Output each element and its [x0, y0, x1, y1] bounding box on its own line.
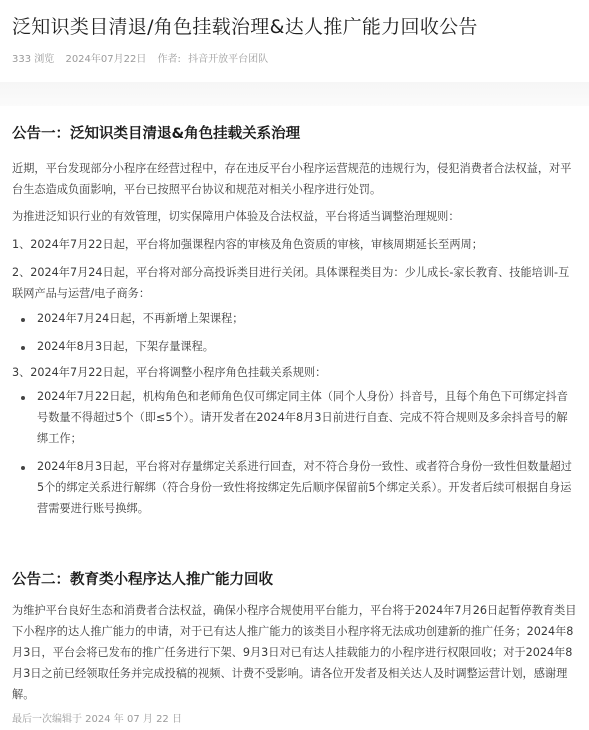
- article-meta: [12, 50, 276, 65]
- bullet-dot: [21, 318, 25, 322]
- section2-heading: 公告二：教育类小程序达人推广能力回收: [12, 572, 273, 588]
- item3-bullet-2: 2024年8月3日起，平台将对存量绑定关系进行回查，对不符合身份一致性、或者符合身份一致性但数量超过5个的绑定关系进行解绑（符合身份一致性将按绑定先后顺序保留前5个绑定关系）。开发者后续可根据自身运营需要进行账号换绑。: [37, 460, 572, 515]
- view-count: 333 浏览: [12, 54, 55, 65]
- section1-heading: 公告一：泛知识类目清退&角色挂载关系治理: [12, 126, 301, 142]
- article-title: 泛知识类目清退/角色挂载治理&达人推广能力回收公告: [12, 16, 478, 38]
- author-name: 抖音开放平台团队: [188, 54, 269, 65]
- item2-bullet-2: 2024年8月3日起，下架存量课程。: [37, 340, 214, 353]
- item2-bullet-1: 2024年7月24日起，不再新增上架课程；: [37, 312, 244, 325]
- section1-purpose: 为推进泛知识行业的有效管理，切实保障用户体验及合法权益，平台将适当调整治理规则：: [12, 210, 460, 223]
- author-label: 作者:: [157, 54, 181, 65]
- last-edited: 最后一次编辑于 2024 年 07 月 22 日: [12, 714, 182, 725]
- section1-intro: 近期，平台发现部分小程序在经营过程中，存在违反平台小程序运营规范的违规行为，侵犯消费者合法权益，对平台生态造成负面影响，平台已按照平台协议和规范对相关小程序进行处罚。: [12, 162, 572, 196]
- section1-item3: 3、2024年7月22日起，平台将调整小程序角色挂载关系规则：: [12, 366, 327, 379]
- bullet-dot: [21, 346, 25, 350]
- section2-body: 为维护平台良好生态和消费者合法权益，确保小程序合规使用平台能力，平台将于2024年7月26日起暂停教育类目下小程序的达人推广能力的申请，对于已有达人推广能力的该类目小程序将无法成功创建新的推广任务；2024年8月3日，平台会将已发布的推广任务进行下架、9月3日对已有达人挂载能力的小程序进行权限回收；对于2024年8月3日之前已经领取任务并完成投稿的视频、计费不受影响。请各位开发者及相关达人及时调整运营计划，感谢理解。: [12, 604, 577, 701]
- item3-bullet-1: 2024年7月22日起，机构角色和老师角色仅可绑定同主体（同个人身份）抖音号，且每个角色下可绑定抖音号数量不得超过5个（即≤5个）。请开发者在2024年8月3日前进行自查、完成不符合规则及多余抖音号的解绑工作；: [37, 390, 568, 445]
- bullet-dot: [21, 466, 25, 470]
- publish-date: 2024年07月22日: [65, 54, 147, 65]
- section-divider: [0, 82, 589, 106]
- section1-item1: 1、2024年7月22日起，平台将加强课程内容的审核及角色资质的审核，审核周期延长至两周；: [12, 238, 483, 251]
- bullet-dot: [21, 396, 25, 400]
- section1-item2: 2、2024年7月24日起，平台将对部分高投诉类目进行关闭。具体课程类目为：少儿成长-家长教育、技能培训-互联网产品与运营/电子商务：: [12, 266, 570, 300]
